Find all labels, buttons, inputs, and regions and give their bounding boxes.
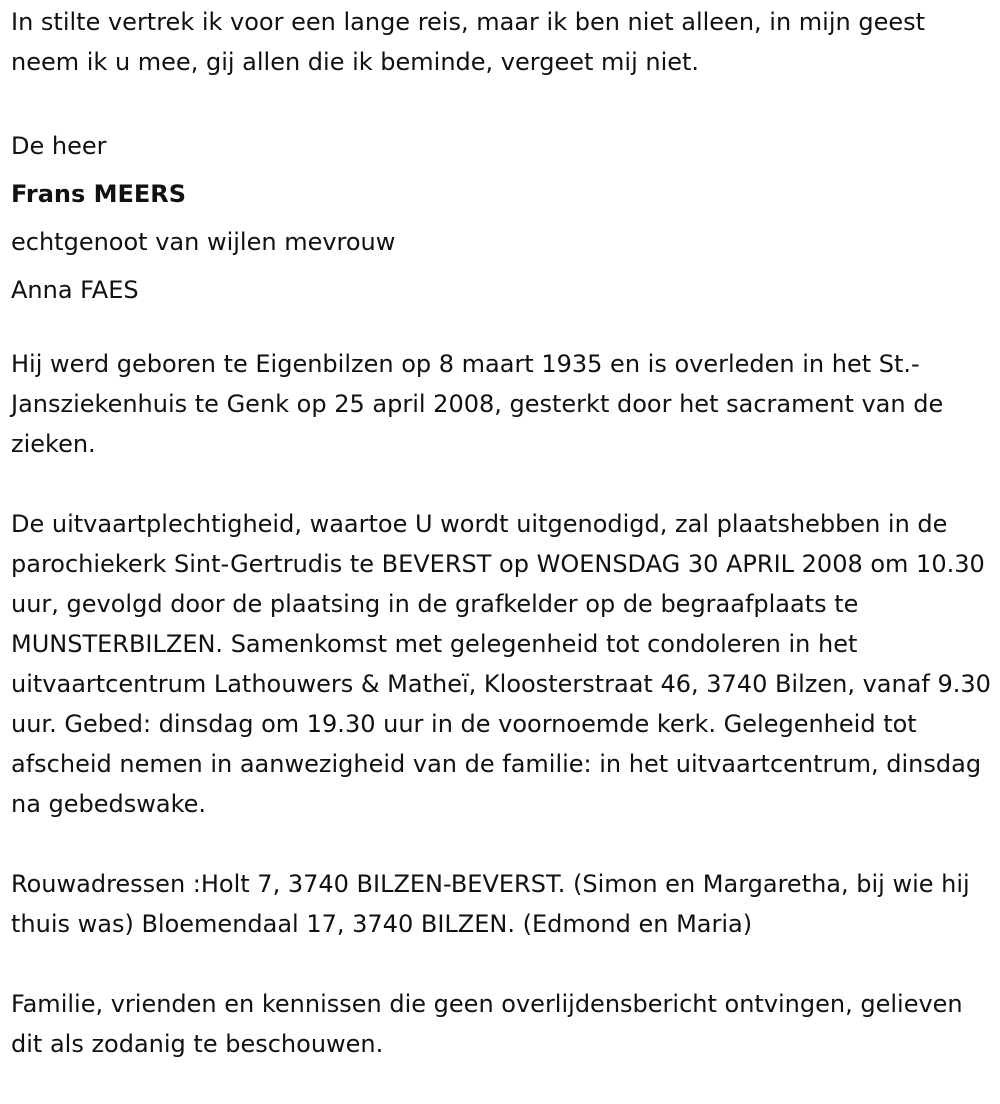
spouse-name: Anna FAES	[11, 276, 139, 304]
relation-line: echtgenoot van wijlen mevrouw	[11, 228, 396, 256]
honorific-line: De heer	[11, 132, 107, 160]
addresses-paragraph: Rouwadressen :Holt 7, 3740 BILZEN-BEVERST. (Simon en Margaretha, bij wie hij thuis was) Bloemendaal 17, 3740 BILZEN. (Edmond en Maria)	[11, 870, 970, 938]
obituary-notice	[11, 2, 991, 1104]
birth-death-paragraph: Hij werd geboren te Eigenbilzen op 8 maart 1935 en is overleden in het St.-Jansziekenhuis te Genk op 25 april 2008, gesterkt door het sacrament van de zieken.	[11, 350, 944, 458]
closing-paragraph: Familie, vrienden en kennissen die geen overlijdensbericht ontvingen, gelieven dit als zodanig te beschouwen.	[11, 990, 963, 1058]
deceased-name: Frans MEERS	[11, 180, 187, 208]
ceremony-paragraph: De uitvaartplechtigheid, waartoe U wordt uitgenodigd, zal plaatshebben in de parochiekerk Sint-Gertrudis te BEVERST op WOENSDAG 30 APRIL 2008 om 10.30 uur, gevolgd door de plaatsing in de grafkelder op de begraafplaats te MUNSTERBILZEN. Samenkomst met gelegenheid tot condoleren in het uitvaartcentrum Lathouwers & Matheï, Kloosterstraat 46, 3740 Bilzen, vanaf 9.30 uur. Gebed: dinsdag om 19.30 uur in de voornoemde kerk. Gelegenheid tot afscheid nemen in aanwezigheid van de familie: in het uitvaartcentrum, dinsdag na gebedswake.	[11, 510, 991, 818]
epigraph-paragraph: In stilte vertrek ik voor een lange reis, maar ik ben niet alleen, in mijn geest neem ik u mee, gij allen die ik beminde, vergeet mij niet.	[11, 8, 926, 76]
deceased-identity-block	[11, 122, 991, 314]
